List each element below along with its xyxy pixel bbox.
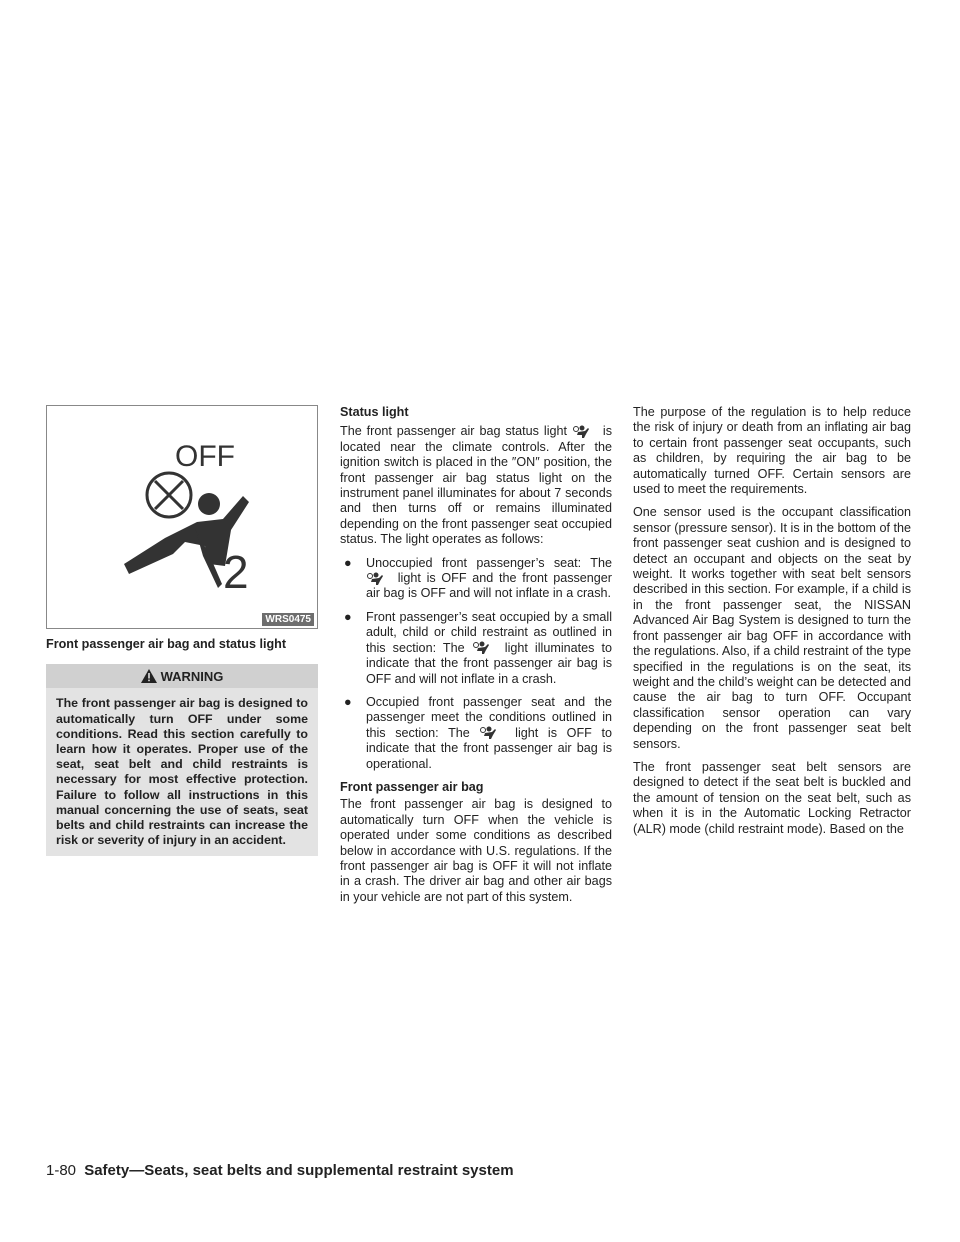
figure-off-text: OFF bbox=[175, 440, 235, 473]
section-title: Safety—Seats, seat belts and supplemental restraint system bbox=[84, 1162, 514, 1179]
warning-title: WARNING bbox=[160, 668, 224, 684]
page-number: 1-80 bbox=[46, 1162, 77, 1179]
status-bullet-2-b: light illuminates to indicate that the front passenger air bag is OFF and will not inflate in a crash. bbox=[366, 640, 612, 686]
status-light-heading: Status light bbox=[340, 405, 409, 419]
front-airbag-heading: Front passenger air bag bbox=[340, 779, 484, 794]
airbag-status-light-icon bbox=[472, 641, 498, 655]
passenger-airbag-off-icon bbox=[47, 406, 317, 628]
front-airbag-paragraph-4: The front passenger seat belt sensors are designed to detect if the seat belt is buckled and the amount of tension on the seat belt, such as when it is in the Automatic Locking Retractor (ALR) mode (child restraint mode). Based on the bbox=[633, 759, 911, 836]
front-airbag-paragraph-2: The purpose of the regulation is to help reduce the risk of injury or death from an inflating air bag to certain front passenger seat occupants, such as children, by requiring the air bag to be automatically turned OFF. Certain sensors are used to meet the requirements. bbox=[633, 405, 911, 497]
front-airbag-paragraph-3: One sensor used is the occupant classification sensor (pressure sensor). It is in the bottom of the front passenger seat cushion and is designed to detect an occupant and objects on the seat by weight. It works together with seat belt sensors described in this section. For example, if a child is in the front passenger seat, the NISSAN Advanced Air Bag System is designed to turn the front passenger air bag OFF in accordance with the regulations. Also, if a child restraint of the type specified in the regulations is on the seat, its weight and the child’s weight can be detected and cause the air bag to turn OFF. Occupant classification sensor operation can vary depending on the front passenger seat belt sensors. bbox=[633, 505, 911, 751]
figure-code: WRS0475 bbox=[262, 613, 314, 626]
airbag-status-light-icon bbox=[479, 726, 505, 740]
status-bullet: ● Occupied front passenger seat and the passenger meet the conditions outlined in this section: The light is OFF to indicate that the front passenger air bag is operational. bbox=[344, 694, 613, 771]
figure-caption: Front passenger air bag and status light bbox=[46, 637, 287, 651]
page-footer bbox=[46, 1162, 514, 1179]
status-light-intro-a: The front passenger air bag status light bbox=[340, 424, 568, 439]
status-bullet-1-a: Unoccupied front passenger’s seat: The bbox=[366, 555, 612, 570]
column-left bbox=[46, 405, 318, 856]
status-bullet-2-a: Front passenger’s seat occupied by a small adult, child or child restraint as outlined in this section: The bbox=[366, 609, 612, 655]
warning-text: The front passenger air bag is designed to automatically turn OFF under some conditions. Read this section carefully to learn how it operates. Proper use of the seat, seat belt and child restraints is necessary for most effective protection. Failure to follow all instructions in this manual concerning the use of seats, seat belts and child restraints can increase the risk or severity of injury in an accident. bbox=[56, 696, 308, 848]
status-bullet-3-b: light is OFF to indicate that the front passenger air bag is operational. bbox=[366, 725, 613, 771]
figure-number-text: 2 bbox=[223, 546, 249, 598]
warning-header bbox=[46, 664, 318, 688]
status-bullet: ● Front passenger’s seat occupied by a small adult, child or child restraint as outlined in this section: The light illuminates to indicate that the front passenger air bag is OFF and will not inflate in a crash. bbox=[344, 609, 612, 686]
airbag-status-light-icon bbox=[572, 425, 598, 439]
warning-box bbox=[46, 664, 318, 856]
status-bullet-3-a: Occupied front passenger seat and the passenger meet the conditions outlined in this section: The bbox=[366, 694, 612, 740]
status-bullet-1-b: light is OFF and the front passenger air bag is OFF and will not inflate in a crash. bbox=[366, 571, 613, 601]
column-middle bbox=[340, 405, 612, 913]
status-light-intro bbox=[340, 424, 612, 547]
front-airbag-paragraph-1: The front passenger air bag is designed to automatically turn OFF when the vehicle is operated under some conditions as described below in accordance with U.S. regulations. If the front passenger air bag is OFF it will not inflate in a crash. The driver air bag and other air bags in your vehicle are not part of this system. bbox=[340, 797, 612, 904]
warning-icon bbox=[141, 669, 157, 683]
column-right bbox=[633, 405, 911, 845]
airbag-status-figure bbox=[46, 405, 318, 629]
status-bullet: ● Unoccupied front passenger’s seat: The light is OFF and the front passenger air bag is OFF and will not inflate in a crash. bbox=[344, 555, 613, 601]
airbag-status-light-icon bbox=[366, 572, 392, 586]
status-light-intro-b: is located near the climate controls. After the ignition switch is placed in the ″ON″ position, the front passenger air bag status light on the instrument panel illuminates for about 7 seconds and then turns off or remains illuminated depending on the front passenger seat occupied status. The light operates as follows: bbox=[340, 424, 613, 547]
